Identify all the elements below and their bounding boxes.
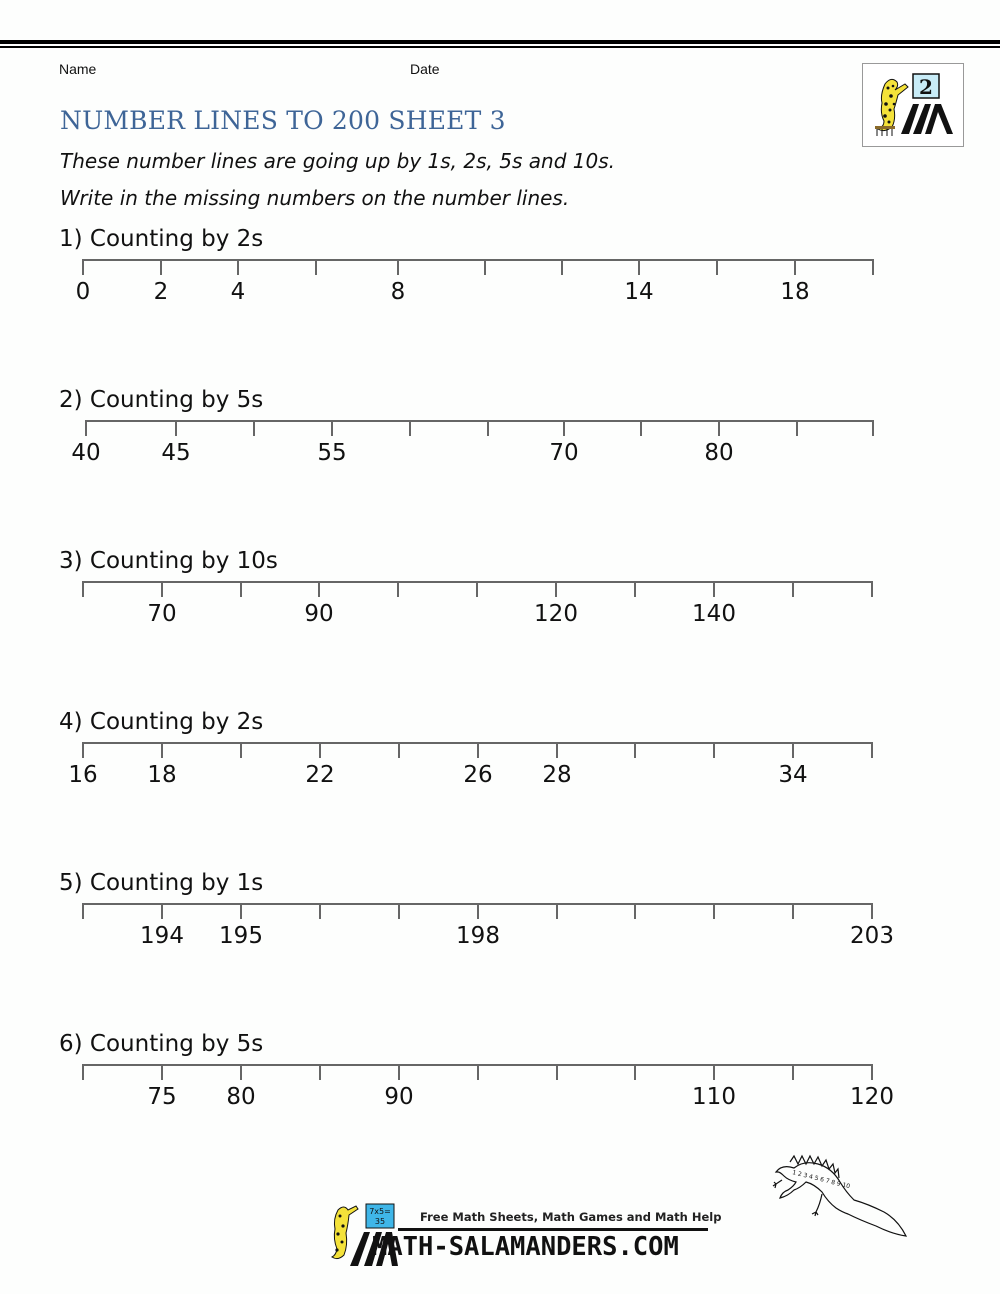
tick-mark <box>794 259 796 275</box>
tick-mark <box>240 903 242 919</box>
tick-mark <box>82 742 84 758</box>
tick-mark <box>634 903 636 919</box>
number-line-axis <box>82 259 874 261</box>
tick-label: 55 <box>317 440 347 466</box>
tick-mark <box>160 259 162 275</box>
number-line-axis <box>85 420 874 422</box>
tick-mark <box>640 420 642 436</box>
tick-mark <box>240 581 242 597</box>
instruction-1: These number lines are going up by 1s, 2s, 5s and 10s. <box>60 149 615 173</box>
tick-label: 198 <box>456 923 500 949</box>
svg-text:7x5=: 7x5= <box>369 1207 391 1216</box>
svg-text:2: 2 <box>919 75 933 99</box>
svg-text:1 2 3 4 5 6 7 8 9 10: 1 2 3 4 5 6 7 8 9 10 <box>791 1169 851 1191</box>
tick-mark <box>161 742 163 758</box>
tick-label: 4 <box>230 279 246 305</box>
question-title: 1) Counting by 2s <box>59 226 264 252</box>
tick-mark <box>792 742 794 758</box>
tick-mark <box>85 420 87 436</box>
tick-label: 40 <box>71 440 101 466</box>
tick-mark <box>82 1064 84 1080</box>
tick-mark <box>318 581 320 597</box>
tick-label: 18 <box>780 279 810 305</box>
tick-label: 8 <box>390 279 406 305</box>
tick-mark <box>871 742 873 758</box>
tick-mark <box>398 742 400 758</box>
tick-mark <box>792 581 794 597</box>
grade-logo <box>862 63 964 147</box>
tick-mark <box>161 1064 163 1080</box>
question-title: 2) Counting by 5s <box>59 387 264 413</box>
tick-mark <box>713 903 715 919</box>
tick-mark <box>397 259 399 275</box>
tick-label: 16 <box>68 762 98 788</box>
tick-mark <box>240 1064 242 1080</box>
question-title: 4) Counting by 2s <box>59 709 264 735</box>
tick-mark <box>319 1064 321 1080</box>
tick-mark <box>240 742 242 758</box>
tick-mark <box>82 903 84 919</box>
question-title: 3) Counting by 10s <box>59 548 278 574</box>
tick-label: 194 <box>140 923 184 949</box>
tick-mark <box>477 742 479 758</box>
tick-mark <box>718 420 720 436</box>
number-line <box>0 259 1000 319</box>
tick-mark <box>315 259 317 275</box>
tick-mark <box>871 581 873 597</box>
tick-mark <box>477 903 479 919</box>
tick-mark <box>487 420 489 436</box>
tick-mark <box>796 420 798 436</box>
tick-mark <box>161 903 163 919</box>
tick-label: 203 <box>850 923 894 949</box>
tick-mark <box>713 742 715 758</box>
top-rule-thick <box>0 40 1000 44</box>
tick-mark <box>331 420 333 436</box>
number-line <box>0 742 1000 802</box>
svg-text:35: 35 <box>374 1217 386 1226</box>
tick-label: 45 <box>161 440 191 466</box>
tick-mark <box>563 420 565 436</box>
tick-mark <box>556 903 558 919</box>
tick-label: 120 <box>850 1084 894 1110</box>
tick-mark <box>561 259 563 275</box>
date-label: Date <box>410 61 440 77</box>
tick-mark <box>638 259 640 275</box>
tick-label: 195 <box>219 923 263 949</box>
tick-mark <box>253 420 255 436</box>
tick-label: 18 <box>147 762 177 788</box>
page-title: NUMBER LINES TO 200 SHEET 3 <box>60 106 506 135</box>
tick-mark <box>398 1064 400 1080</box>
tick-mark <box>713 581 715 597</box>
tick-label: 110 <box>692 1084 736 1110</box>
footer-site-name: MATH-SALAMANDERS.COM <box>372 1232 679 1262</box>
tick-mark <box>82 581 84 597</box>
tick-mark <box>713 1064 715 1080</box>
tick-label: 70 <box>147 601 177 627</box>
number-line <box>0 420 1000 480</box>
tick-mark <box>792 1064 794 1080</box>
footer-tagline: Free Math Sheets, Math Games and Math Help <box>420 1210 722 1224</box>
tick-mark <box>477 1064 479 1080</box>
tick-label: 2 <box>153 279 169 305</box>
tick-mark <box>319 903 321 919</box>
question-title: 5) Counting by 1s <box>59 870 264 896</box>
footer-rule <box>398 1228 708 1231</box>
tick-label: 90 <box>304 601 334 627</box>
number-line <box>0 581 1000 641</box>
tick-label: 26 <box>463 762 493 788</box>
tick-mark <box>484 259 486 275</box>
tick-label: 28 <box>542 762 572 788</box>
tick-label: 34 <box>778 762 808 788</box>
tick-mark <box>634 1064 636 1080</box>
instruction-2: Write in the missing numbers on the number lines. <box>60 186 570 210</box>
tick-mark <box>397 581 399 597</box>
tick-label: 22 <box>305 762 335 788</box>
tick-mark <box>556 742 558 758</box>
tick-mark <box>792 903 794 919</box>
tick-label: 14 <box>624 279 654 305</box>
salamander-grade-icon <box>863 64 963 146</box>
tick-label: 90 <box>384 1084 414 1110</box>
tick-mark <box>872 420 874 436</box>
tick-mark <box>555 581 557 597</box>
tick-mark <box>634 742 636 758</box>
top-rule-thin <box>0 46 1000 48</box>
question-title: 6) Counting by 5s <box>59 1031 264 1057</box>
tick-mark <box>161 581 163 597</box>
tick-mark <box>82 259 84 275</box>
salamander-drawing-icon <box>770 1150 910 1250</box>
tick-mark <box>409 420 411 436</box>
name-label: Name <box>59 61 97 77</box>
number-line <box>0 903 1000 963</box>
tick-mark <box>871 1064 873 1080</box>
tick-mark <box>398 903 400 919</box>
tick-mark <box>319 742 321 758</box>
tick-mark <box>237 259 239 275</box>
tick-mark <box>175 420 177 436</box>
number-line <box>0 1064 1000 1124</box>
tick-mark <box>556 1064 558 1080</box>
tick-mark <box>871 903 873 919</box>
tick-label: 140 <box>692 601 736 627</box>
tick-mark <box>872 259 874 275</box>
tick-mark <box>716 259 718 275</box>
tick-label: 80 <box>226 1084 256 1110</box>
tick-mark <box>634 581 636 597</box>
tick-label: 80 <box>704 440 734 466</box>
tick-label: 120 <box>534 601 578 627</box>
tick-label: 70 <box>549 440 579 466</box>
tick-label: 75 <box>147 1084 177 1110</box>
tick-label: 0 <box>75 279 91 305</box>
tick-mark <box>476 581 478 597</box>
